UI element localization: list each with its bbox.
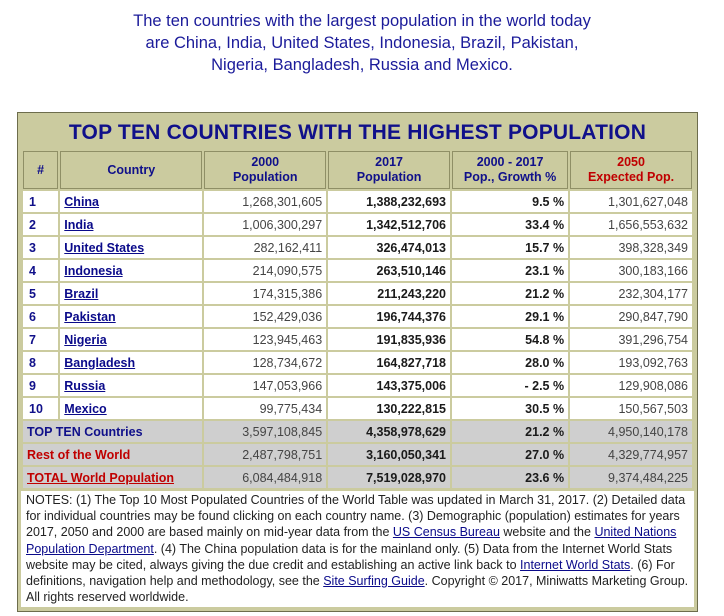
- pop-2050-cell: 300,183,166: [570, 260, 692, 281]
- header-country: Country: [60, 151, 202, 189]
- pop-2000-cell: 1,006,300,297: [204, 214, 326, 235]
- notes-text-5: . Copyright © 2017, Miniwatts Marketing Group. All rights reserved worldwide.: [26, 574, 689, 605]
- pop-2000-cell: 147,053,966: [204, 375, 326, 396]
- country-cell: [60, 352, 202, 373]
- growth-cell: 9.5 %: [452, 191, 568, 212]
- row-number: 4: [23, 260, 58, 281]
- row-number: 7: [23, 329, 58, 350]
- country-link[interactable]: Pakistan: [64, 309, 116, 324]
- row-number: 8: [23, 352, 58, 373]
- pop-2017-cell: 130,222,815: [328, 398, 450, 419]
- header-pop-2017-label: Population: [356, 170, 422, 184]
- country-cell: [60, 214, 202, 235]
- table-row: [23, 398, 692, 419]
- row-number: 2: [23, 214, 58, 235]
- internet-world-stats-link[interactable]: Internet World Stats: [520, 557, 631, 572]
- pop-2050-cell: 232,304,177: [570, 283, 692, 304]
- site-surfing-guide-link[interactable]: Site Surfing Guide: [323, 574, 425, 589]
- intro-line-3: Nigeria, Bangladesh, Russia and Mexico.: [211, 56, 513, 74]
- row-number: 9: [23, 375, 58, 396]
- total-label-cell: [23, 467, 202, 488]
- country-link[interactable]: Mexico: [64, 401, 107, 416]
- country-link[interactable]: Brazil: [64, 286, 99, 301]
- header-pop-2050-label: Expected Pop.: [587, 170, 675, 184]
- rest-pop-2050: 4,329,774,957: [570, 444, 692, 465]
- growth-cell: 21.2 %: [452, 283, 568, 304]
- row-number: 10: [23, 398, 58, 419]
- header-row: [23, 151, 692, 189]
- table-title: TOP TEN COUNTRIES WITH THE HIGHEST POPULATION: [21, 116, 694, 149]
- header-pop-2050: [570, 151, 692, 189]
- country-cell: [60, 237, 202, 258]
- pop-2050-cell: 129,908,086: [570, 375, 692, 396]
- pop-2000-cell: 214,090,575: [204, 260, 326, 281]
- table-row: [23, 329, 692, 350]
- pop-2017-cell: 164,827,718: [328, 352, 450, 373]
- table-row: [23, 283, 692, 304]
- growth-cell: 33.4 %: [452, 214, 568, 235]
- table-row: [23, 375, 692, 396]
- pop-2050-cell: 391,296,754: [570, 329, 692, 350]
- rest-pop-2000: 2,487,798,751: [204, 444, 326, 465]
- total-growth: 23.6 %: [452, 467, 568, 488]
- top-ten-pop-2000: 3,597,108,845: [204, 421, 326, 442]
- top-ten-row: [23, 421, 692, 442]
- total-row: [23, 467, 692, 488]
- country-link[interactable]: United States: [64, 240, 145, 255]
- pop-2000-cell: 152,429,036: [204, 306, 326, 327]
- total-pop-2000: 6,084,484,918: [204, 467, 326, 488]
- growth-cell: 54.8 %: [452, 329, 568, 350]
- top-ten-label: TOP TEN Countries: [23, 421, 202, 442]
- total-pop-2050: 9,374,484,225: [570, 467, 692, 488]
- rest-of-world-label: Rest of the World: [23, 444, 202, 465]
- table-row: [23, 260, 692, 281]
- notes: [21, 491, 694, 607]
- table-row: [23, 191, 692, 212]
- header-num: #: [23, 151, 58, 189]
- header-pop-2000: [204, 151, 326, 189]
- un-population-department-link[interactable]: United Nations Population Department: [26, 525, 677, 556]
- country-link[interactable]: Bangladesh: [64, 355, 136, 370]
- country-link[interactable]: Russia: [64, 378, 106, 393]
- country-cell: [60, 260, 202, 281]
- pop-2050-cell: 398,328,349: [570, 237, 692, 258]
- pop-2000-cell: 123,945,463: [204, 329, 326, 350]
- pop-2050-cell: 1,301,627,048: [570, 191, 692, 212]
- header-growth-years: 2000 - 2017: [476, 155, 544, 169]
- country-link[interactable]: India: [64, 217, 94, 232]
- header-growth-label: Pop., Growth %: [463, 170, 557, 184]
- country-cell: [60, 398, 202, 419]
- intro-line-2: are China, India, United States, Indonesia, Brazil, Pakistan,: [145, 34, 579, 52]
- total-pop-2017: 7,519,028,970: [328, 467, 450, 488]
- top-ten-pop-2050: 4,950,140,178: [570, 421, 692, 442]
- country-cell: [60, 283, 202, 304]
- pop-2000-cell: 128,734,672: [204, 352, 326, 373]
- pop-2017-cell: 143,375,006: [328, 375, 450, 396]
- pop-2000-cell: 99,775,434: [204, 398, 326, 419]
- country-link[interactable]: Nigeria: [64, 332, 107, 347]
- pop-2000-cell: 174,315,386: [204, 283, 326, 304]
- population-table-frame: [17, 112, 698, 612]
- pop-2050-cell: 150,567,503: [570, 398, 692, 419]
- growth-cell: - 2.5 %: [452, 375, 568, 396]
- notes-text-3: . (4) The China population data is for the mainland only. (5) Data from the Internet World Stats website may be cited, always giving the due credit and establishing an active link back to: [26, 541, 673, 572]
- table-row: [23, 306, 692, 327]
- header-pop-2017: [328, 151, 450, 189]
- country-cell: [60, 329, 202, 350]
- population-table: [21, 149, 694, 490]
- pop-2017-cell: 326,474,013: [328, 237, 450, 258]
- pop-2050-cell: 290,847,790: [570, 306, 692, 327]
- top-ten-pop-2017: 4,358,978,629: [328, 421, 450, 442]
- top-ten-growth: 21.2 %: [452, 421, 568, 442]
- intro-text: [60, 10, 664, 76]
- rest-pop-2017: 3,160,050,341: [328, 444, 450, 465]
- row-number: 5: [23, 283, 58, 304]
- notes-text-2: website and the: [499, 525, 595, 540]
- pop-2017-cell: 1,342,512,706: [328, 214, 450, 235]
- total-world-population-link[interactable]: TOTAL World Population: [27, 470, 174, 485]
- pop-2017-cell: 191,835,936: [328, 329, 450, 350]
- country-cell: [60, 191, 202, 212]
- row-number: 3: [23, 237, 58, 258]
- pop-2050-cell: 193,092,763: [570, 352, 692, 373]
- pop-2000-cell: 1,268,301,605: [204, 191, 326, 212]
- growth-cell: 29.1 %: [452, 306, 568, 327]
- growth-cell: 28.0 %: [452, 352, 568, 373]
- growth-cell: 23.1 %: [452, 260, 568, 281]
- table-row: [23, 352, 692, 373]
- header-growth: [452, 151, 568, 189]
- row-number: 6: [23, 306, 58, 327]
- pop-2017-cell: 196,744,376: [328, 306, 450, 327]
- country-link[interactable]: Indonesia: [64, 263, 123, 278]
- header-pop-2017-year: 2017: [375, 155, 403, 169]
- pop-2017-cell: 211,243,220: [328, 283, 450, 304]
- rest-growth: 27.0 %: [452, 444, 568, 465]
- header-pop-2000-label: Population: [232, 170, 298, 184]
- intro-line-1: The ten countries with the largest population in the world today: [133, 12, 591, 30]
- growth-cell: 15.7 %: [452, 237, 568, 258]
- notes-text-1: NOTES: (1) The Top 10 Most Populated Countries of the World Table was updated in March 31, 2017. (2) Detailed data for individual countries may be found clicking on each country name. (3) Demographic (population) estimates for years 2017, 2050 and 2000 are based mainly on mid-year data from the: [26, 493, 686, 540]
- header-pop-2050-year: 2050: [617, 155, 645, 169]
- pop-2000-cell: 282,162,411: [204, 237, 326, 258]
- notes-text-4: . (6) For definitions, navigation help and methodology, see the: [26, 557, 675, 589]
- rest-of-world-row: [23, 444, 692, 465]
- country-cell: [60, 375, 202, 396]
- growth-cell: 30.5 %: [452, 398, 568, 419]
- table-row: [23, 214, 692, 235]
- header-pop-2000-year: 2000: [251, 155, 280, 169]
- table-row: [23, 237, 692, 258]
- country-link[interactable]: China: [64, 194, 100, 209]
- us-census-bureau-link[interactable]: US Census Bureau: [392, 525, 500, 540]
- country-cell: [60, 306, 202, 327]
- row-number: 1: [23, 191, 58, 212]
- pop-2017-cell: 263,510,146: [328, 260, 450, 281]
- pop-2017-cell: 1,388,232,693: [328, 191, 450, 212]
- pop-2050-cell: 1,656,553,632: [570, 214, 692, 235]
